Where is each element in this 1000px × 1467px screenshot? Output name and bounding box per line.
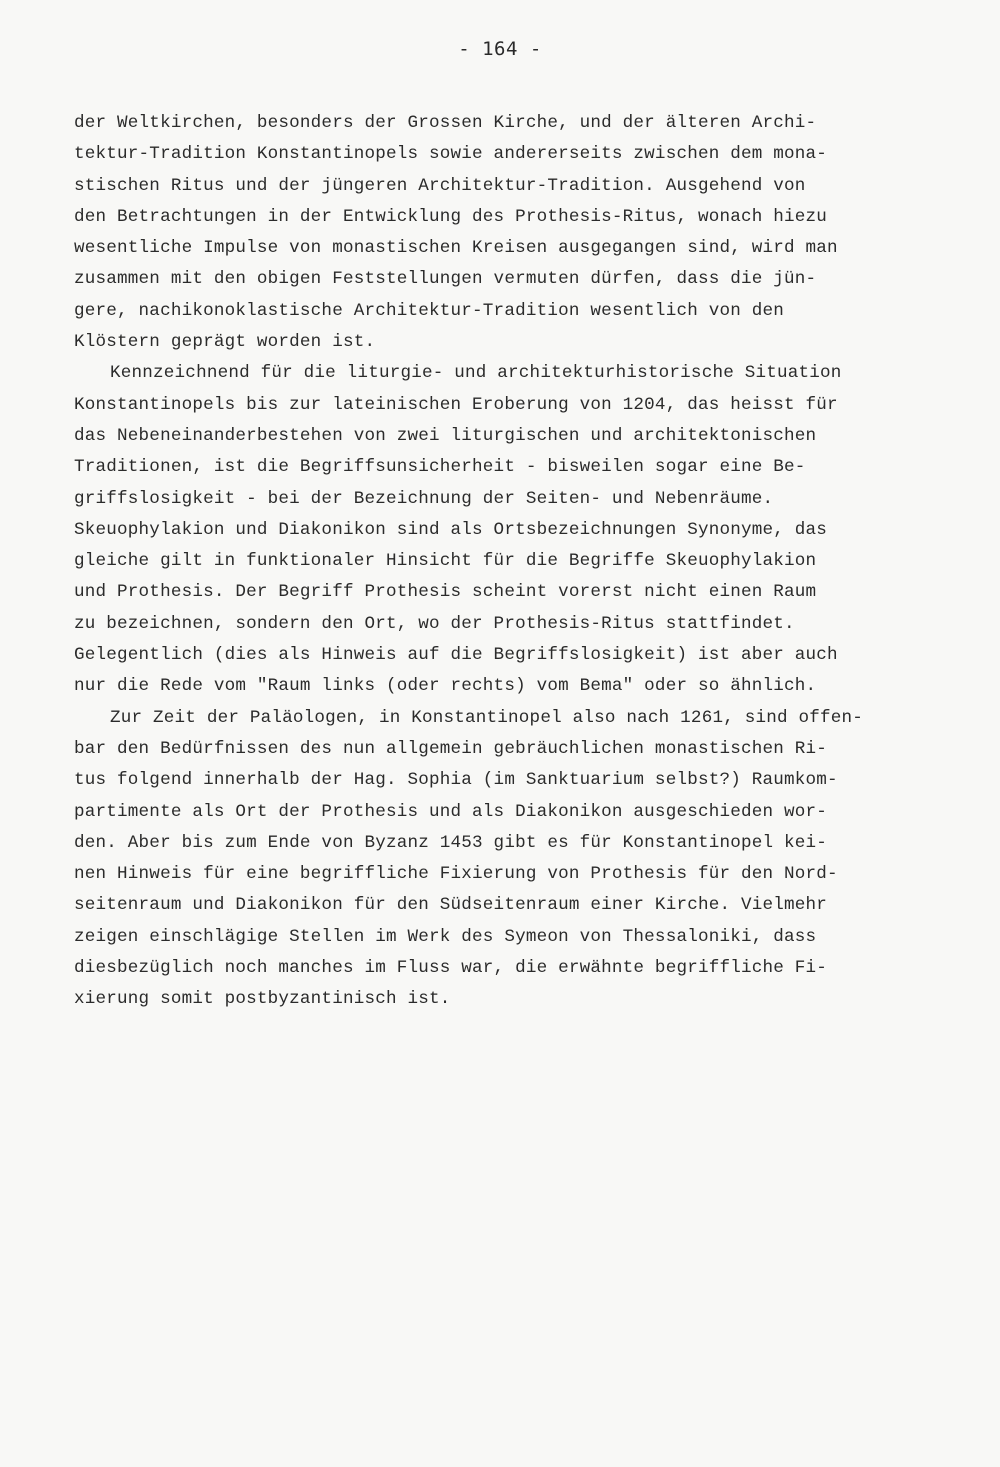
text-line: seitenraum und Diakonikon für den Südseitenraum einer Kirche. Vielmehr — [74, 895, 828, 916]
text-line: zusammen mit den obigen Feststellungen vermuten dürfen, dass die jün- — [74, 269, 817, 290]
text-line: Klöstern geprägt worden ist. — [74, 332, 376, 353]
text-line: griffslosigkeit - bei der Bezeichnung der Seiten- und Nebenräume. — [74, 488, 774, 509]
text-line: wesentliche Impulse von monastischen Kreisen ausgegangen sind, wird man — [74, 238, 838, 259]
text-line: nen Hinweis für eine begriffliche Fixierung von Prothesis für den Nord- — [74, 864, 838, 885]
text-line: tus folgend innerhalb der Hag. Sophia (im Sanktuarium selbst?) Raumkom- — [74, 770, 838, 791]
text-line: nur die Rede vom "Raum links (oder rechts) vom Bema" oder so ähnlich. — [74, 676, 817, 697]
text-line: der Weltkirchen, besonders der Grossen Kirche, und der älteren Archi- — [74, 113, 817, 133]
text-line: Konstantinopels bis zur lateinischen Eroberung von 1204, das heisst für — [74, 394, 838, 415]
text-line: Zur Zeit der Paläologen, in Konstantinopel also nach 1261, sind offen- — [110, 707, 864, 728]
text-line: zu bezeichnen, sondern den Ort, wo der Prothesis-Ritus stattfindet. — [74, 613, 795, 634]
text-line: Skeuophylakion und Diakonikon sind als Ortsbezeichnungen Synonyme, das — [74, 519, 828, 540]
text-line: Gelegentlich (dies als Hinweis auf die Begriffslosigkeit) ist aber auch — [74, 645, 838, 666]
text-line: bar den Bedürfnissen des nun allgemein gebräuchlichen monastischen Ri- — [74, 738, 828, 759]
text-line: partimente als Ort der Prothesis und als Diakonikon ausgeschieden wor- — [74, 801, 828, 822]
text-line: zeigen einschlägige Stellen im Werk des Symeon von Thessaloniki, dass — [74, 926, 817, 947]
text-line: und Prothesis. Der Begriff Prothesis scheint vorerst nicht einen Raum — [74, 582, 817, 603]
text-line: gleiche gilt in funktionaler Hinsicht für die Begriffe Skeuophylakion — [74, 551, 817, 572]
text-line: den. Aber bis zum Ende von Byzanz 1453 gibt es für Konstantinopel kei- — [74, 832, 828, 853]
body-text — [74, 108, 954, 1016]
text-line: xierung somit postbyzantinisch ist. — [74, 989, 451, 1010]
page-number: - 164 - — [458, 38, 542, 60]
text-line: tektur-Tradition Konstantinopels sowie andererseits zwischen dem mona- — [74, 144, 828, 165]
text-line: Kennzeichnend für die liturgie- und architekturhistorische Situation — [110, 363, 842, 384]
text-line: gere, nachikonoklastische Architektur-Tradition wesentlich von den — [74, 300, 785, 321]
text-line: Traditionen, ist die Begriffsunsicherheit - bisweilen sogar eine Be- — [74, 457, 806, 478]
text-line: den Betrachtungen in der Entwicklung des Prothesis-Ritus, wonach hiezu — [74, 206, 828, 227]
text-line: das Nebeneinanderbestehen von zwei liturgischen und architektonischen — [74, 425, 817, 446]
text-line: stischen Ritus und der jüngeren Architektur-Tradition. Ausgehend von — [74, 175, 806, 196]
text-line: diesbezüglich noch manches im Fluss war, die erwähnte begriffliche Fi- — [74, 958, 828, 979]
